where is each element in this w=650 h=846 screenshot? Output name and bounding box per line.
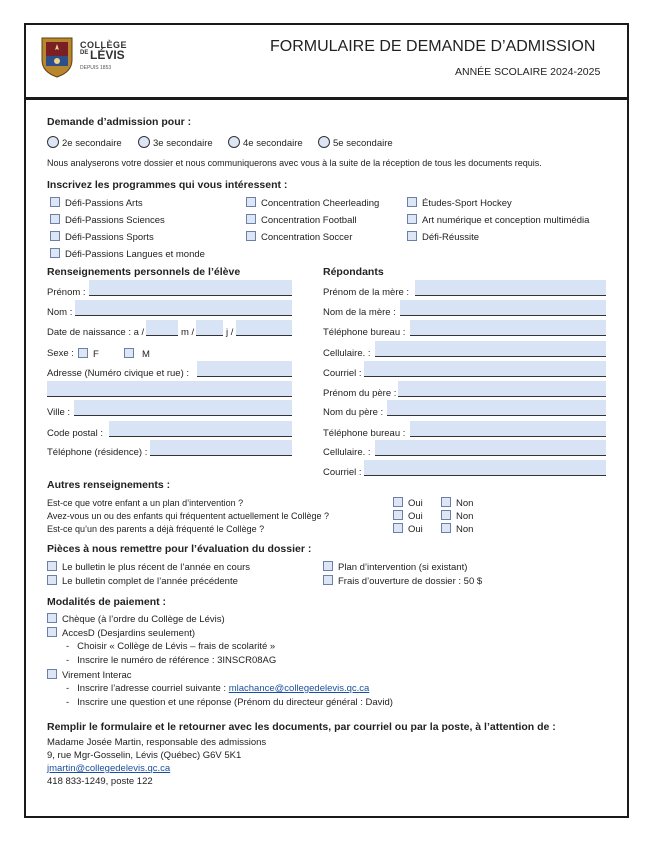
ville-field[interactable] [74, 400, 292, 416]
non-option[interactable]: Non [441, 523, 473, 536]
logo-text-levis: LÉVIS [90, 48, 125, 62]
program-item[interactable]: Art numérique et conception multimédia [407, 214, 589, 227]
prenom-mere-field[interactable] [415, 280, 606, 296]
logo-text-college: COLLÈGE [80, 40, 128, 50]
tel-bureau-pere-field[interactable] [410, 421, 606, 437]
checkbox-icon[interactable] [441, 497, 451, 507]
checkbox-icon[interactable] [50, 231, 60, 241]
paiement-interac[interactable]: Virement Interac [47, 669, 132, 682]
checkbox-icon[interactable] [323, 575, 333, 585]
contact-email-link[interactable]: jmartin@collegedelevis.qc.ca [47, 763, 171, 774]
checkbox-icon[interactable] [47, 627, 57, 637]
interac-email-link[interactable]: mlachance@collegedelevis.qc.ca [228, 683, 370, 694]
repondant-label: Prénom de la mère : [323, 287, 410, 298]
prenom-pere-field[interactable] [398, 381, 606, 397]
piece-item[interactable]: Le bulletin complet de l’année précédente [47, 575, 238, 588]
repondant-label: Cellulaire. : [323, 348, 371, 359]
contact-phone: 418 833-1249, poste 122 [47, 776, 153, 787]
checkbox-icon[interactable] [393, 523, 403, 533]
adresse-field-line2[interactable] [47, 381, 292, 397]
program-item[interactable]: Études-Sport Hockey [407, 197, 512, 210]
code-postal-field[interactable] [109, 421, 292, 437]
repondant-label: Nom de la mère : [323, 307, 396, 318]
demande-note: Nous analyserons votre dossier et nous communiquerons avec vous à la suite de la réception de tous les documents requis. [47, 158, 542, 168]
program-item[interactable]: Défi-Passions Langues et monde [50, 248, 205, 261]
program-item[interactable]: Défi-Passions Sports [50, 231, 154, 244]
telephone-label: Téléphone (résidence) : [47, 447, 148, 458]
oui-option[interactable]: Oui [393, 523, 423, 536]
piece-item[interactable]: Le bulletin le plus récent de l’année en cours [47, 561, 250, 574]
repondant-label: Téléphone bureau : [323, 327, 406, 338]
prenom-label: Prénom : [47, 287, 86, 298]
paiement-accesd[interactable]: AccesD (Desjardins seulement) [47, 627, 195, 640]
repondant-label: Cellulaire. : [323, 447, 371, 458]
checkbox-icon[interactable] [393, 510, 403, 520]
checkbox-icon[interactable] [407, 197, 417, 207]
repondants-heading: Répondants [323, 266, 384, 278]
nom-pere-field[interactable] [387, 400, 606, 416]
cellulaire-pere-field[interactable] [375, 440, 606, 456]
radio-icon[interactable] [228, 136, 240, 148]
sexe-f-option[interactable]: F [78, 348, 99, 361]
contact-name: Madame Josée Martin, responsable des admissions [47, 737, 267, 748]
repondant-label: Courriel : [323, 368, 362, 379]
repondant-label: Nom du père : [323, 407, 384, 418]
checkbox-icon[interactable] [47, 561, 57, 571]
checkbox-icon[interactable] [47, 669, 57, 679]
checkbox-icon[interactable] [441, 523, 451, 533]
program-item[interactable]: Concentration Football [246, 214, 357, 227]
eleve-heading: Renseignements personnels de l’élève [47, 266, 241, 278]
naissance-label-m: m / [181, 327, 195, 338]
naissance-label-j: j / [226, 327, 234, 338]
courriel-pere-field[interactable] [364, 460, 606, 476]
school-year: ANNÉE SCOLAIRE 2024-2025 [455, 66, 601, 78]
ville-label: Ville : [47, 407, 71, 418]
oui-option[interactable]: Oui [393, 510, 423, 523]
checkbox-icon[interactable] [407, 214, 417, 224]
oui-option[interactable]: Oui [393, 497, 423, 510]
interac-instruction: - Inscrire l’adresse courriel suivante : mlachance@collegedelevis.qc.ca [66, 683, 370, 694]
checkbox-icon[interactable] [50, 197, 60, 207]
naissance-jour-field[interactable] [236, 320, 292, 336]
college-logo [40, 36, 140, 78]
autres-heading: Autres renseignements : [47, 479, 171, 491]
cellulaire-mere-field[interactable] [375, 341, 606, 357]
accesd-instruction: - Choisir « Collège de Lévis – frais de scolarité » [66, 641, 276, 652]
sexe-label: Sexe : [47, 348, 74, 359]
program-item[interactable]: Défi-Passions Sciences [50, 214, 165, 227]
question-text: Est-ce que votre enfant a un plan d’intervention ? [47, 498, 244, 508]
naissance-annee-field[interactable] [146, 320, 178, 336]
adresse-field[interactable] [197, 361, 292, 377]
checkbox-icon[interactable] [441, 510, 451, 520]
piece-item[interactable]: Frais d’ouverture de dossier : 50 $ [323, 575, 482, 588]
courriel-mere-field[interactable] [364, 361, 606, 377]
checkbox-icon[interactable] [124, 348, 134, 358]
radio-icon[interactable] [318, 136, 330, 148]
accesd-instruction: - Inscrire le numéro de référence : 3INSCR08AG [66, 655, 277, 666]
grade-option-5[interactable]: 5e secondaire [318, 136, 393, 150]
non-option[interactable]: Non [441, 510, 473, 523]
telephone-field[interactable] [150, 440, 292, 456]
program-item[interactable]: Défi-Réussite [407, 231, 479, 244]
interac-instruction: - Inscrire une question et une réponse (Prénom du directeur général : David) [66, 697, 393, 708]
checkbox-icon[interactable] [246, 231, 256, 241]
radio-icon[interactable] [47, 136, 59, 148]
programmes-heading: Inscrivez les programmes qui vous intéressent : [47, 179, 288, 191]
repondant-label: Prénom du père : [323, 388, 397, 399]
crest-icon [40, 36, 74, 78]
contact-address: 9, rue Mgr-Gosselin, Lévis (Québec) G6V 5K1 [47, 750, 242, 761]
question-text: Avez-vous un ou des enfants qui fréquentent actuellement le Collège ? [47, 511, 330, 521]
repondant-label: Téléphone bureau : [323, 428, 406, 439]
nom-mere-field[interactable] [400, 300, 606, 316]
checkbox-icon[interactable] [78, 348, 88, 358]
checkbox-icon[interactable] [407, 231, 417, 241]
sexe-m-option[interactable]: M [124, 348, 150, 361]
checkbox-icon[interactable] [393, 497, 403, 507]
repondant-label: Courriel : [323, 467, 362, 478]
checkbox-icon[interactable] [323, 561, 333, 571]
checkbox-icon[interactable] [47, 613, 57, 623]
grade-option-2[interactable]: 2e secondaire [47, 136, 122, 150]
nom-label: Nom : [47, 307, 73, 318]
grade-option-4[interactable]: 4e secondaire [228, 136, 303, 150]
non-option[interactable]: Non [441, 497, 473, 510]
prenom-field[interactable] [89, 280, 292, 296]
question-text: Est-ce qu’un des parents a déjà fréquenté le Collège ? [47, 524, 265, 534]
nom-field[interactable] [75, 300, 292, 316]
naissance-mois-field[interactable] [196, 320, 223, 336]
checkbox-icon[interactable] [47, 575, 57, 585]
logo-text-depuis: DEPUIS 1853 [80, 65, 112, 71]
checkbox-icon[interactable] [50, 248, 60, 258]
code-postal-label: Code postal : [47, 428, 103, 439]
logo-text-de: DE [80, 50, 89, 56]
grade-option-3[interactable]: 3e secondaire [138, 136, 213, 150]
pieces-heading: Pièces à nous remettre pour l’évaluation du dossier : [47, 543, 312, 555]
adresse-label: Adresse (Numéro civique et rue) : [47, 368, 190, 379]
paiement-cheque[interactable]: Chèque (à l’ordre du Collège de Lévis) [47, 613, 225, 626]
checkbox-icon[interactable] [246, 197, 256, 207]
retour-heading: Remplir le formulaire et le retourner avec les documents, par courriel ou par la poste, à l’attention de : [47, 721, 556, 733]
tel-bureau-mere-field[interactable] [410, 320, 606, 336]
checkbox-icon[interactable] [50, 214, 60, 224]
piece-item[interactable]: Plan d’intervention (si existant) [323, 561, 467, 574]
naissance-label-a: Date de naissance : a / [47, 327, 145, 338]
demande-heading: Demande d’admission pour : [47, 116, 192, 128]
program-item[interactable]: Concentration Cheerleading [246, 197, 379, 210]
radio-icon[interactable] [138, 136, 150, 148]
checkbox-icon[interactable] [246, 214, 256, 224]
form-title: FORMULAIRE DE DEMANDE D’ADMISSION [270, 38, 596, 55]
paiement-heading: Modalités de paiement : [47, 596, 167, 608]
program-item[interactable]: Défi-Passions Arts [50, 197, 143, 210]
program-item[interactable]: Concentration Soccer [246, 231, 352, 244]
